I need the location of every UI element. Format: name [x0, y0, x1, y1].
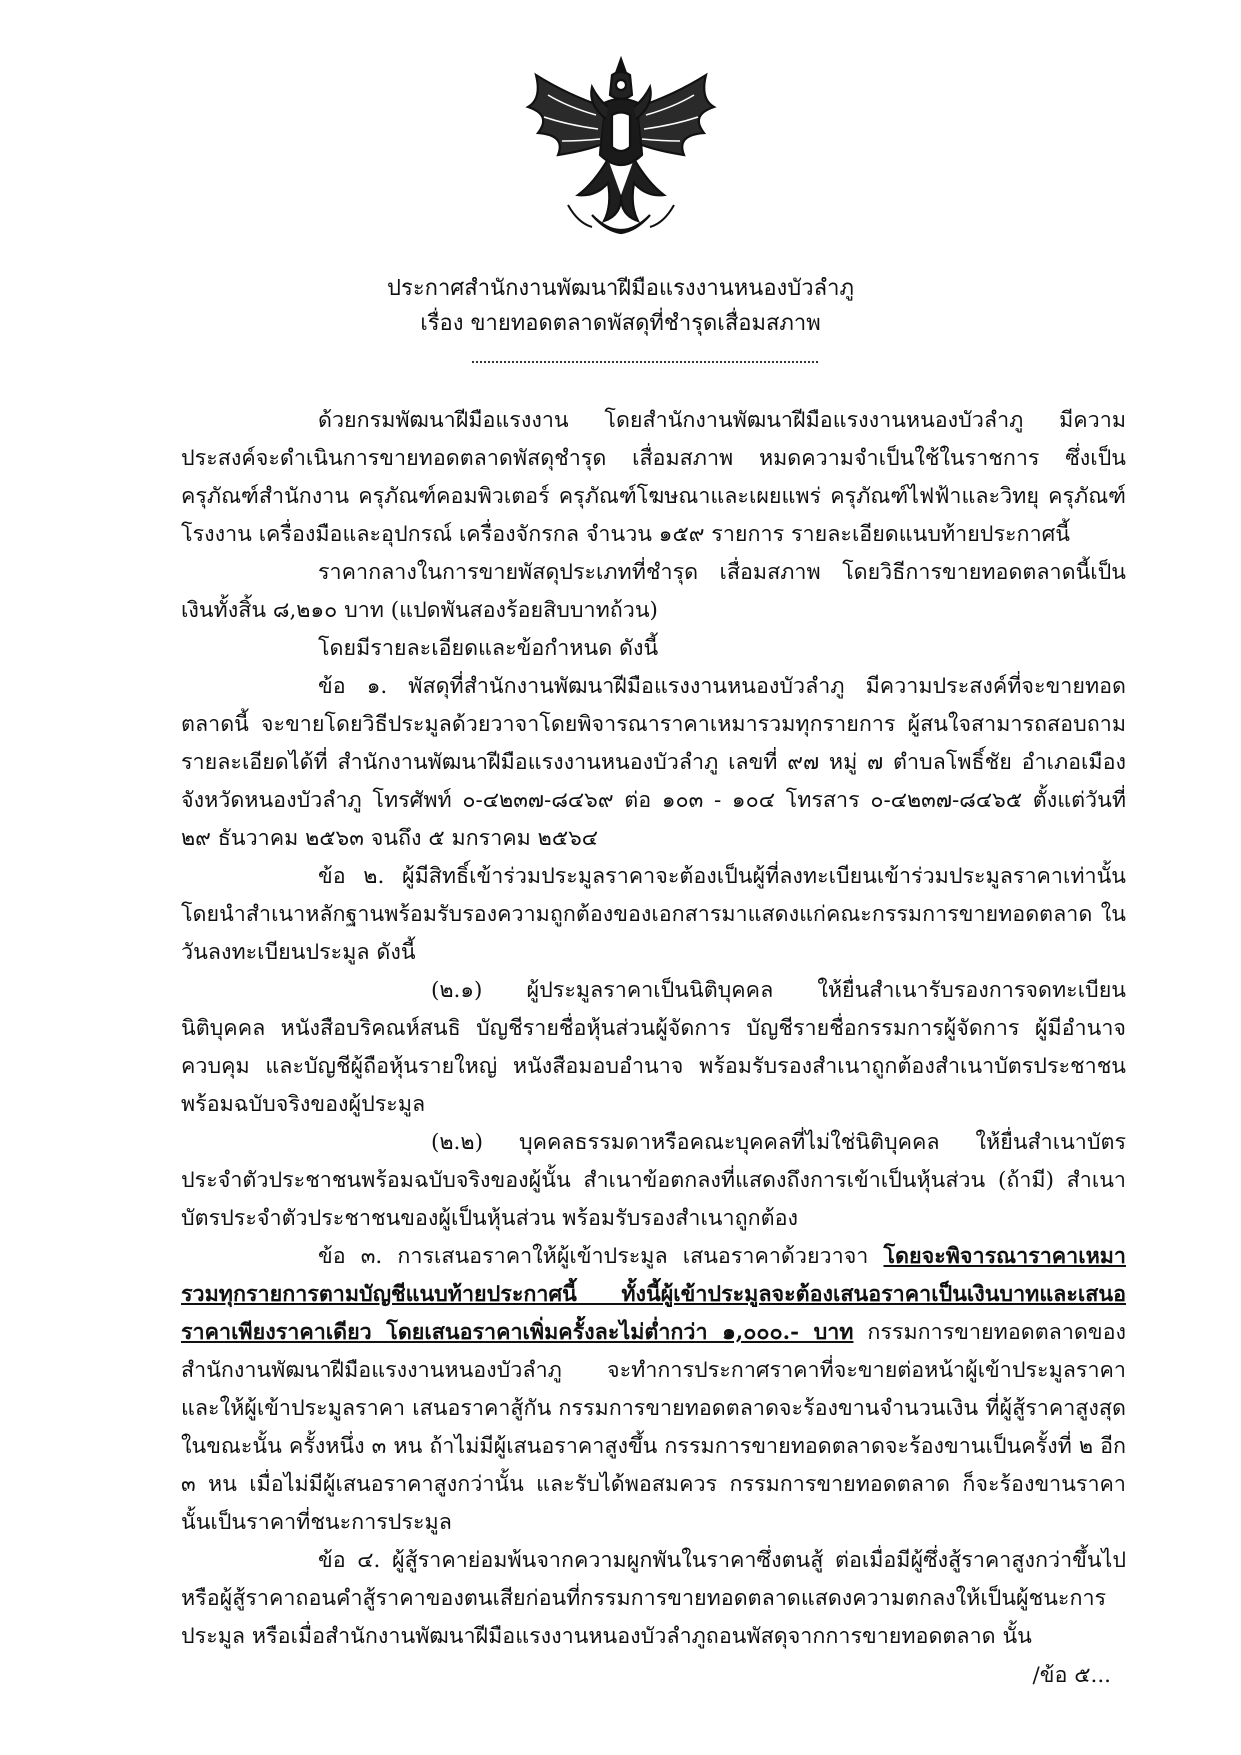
dotted-separator — [472, 361, 818, 363]
paragraph-clause-2-1: (๒.๑) ผู้ประมูลราคาเป็นนิติบุคคล ให้ยื่นสำเนารับรองการจดทะเบียนนิติบุคคล หนังสือบริคณห์สนธิ บัญชีรายชื่อหุ้นส่วนผู้จัดการ บัญชีรายชื่อกรรมการผู้จัดการ ผู้มีอำนาจควบคุม และบัญชีผู้ถือหุ้นรายใหญ่ หนังสือมอบอำนาจ พร้อมรับรองสำเนาถูกต้องสำเนาบัตรประชาชน พร้อมฉบับจริงของผู้ประมูล — [181, 978, 1126, 1117]
clause-3-rest: กรรมการขายทอดตลาดของสำนักงานพัฒนาฝีมือแรงงานหนองบัวลำภู จะทำการประกาศราคาที่จะขายต่อหน้าผู้เข้าประมูลราคา และให้ผู้เข้าประมูลราคา เสนอราคาสู้กัน กรรมการขายทอดตลาดจะร้องขานจำนวนเงิน ที่ผู้สู้ราคาสูงสุดในขณะนั้น ครั้งหนึ่ง ๓ หน ถ้าไม่มีผู้เสนอราคาสูงขึ้น กรรมการขายทอดตลาดจะร้องขานเป็นครั้งที่ ๒ อีก ๓ หน เมื่อไม่มีผู้เสนอราคาสูงกว่านั้น และรับได้พอสมควร กรรมการขายทอดตลาด ก็จะร้องขานราคานั้นเป็นราคาที่ชนะการประมูล — [181, 1320, 1126, 1535]
clause-3-lead: ข้อ ๓. การเสนอราคาให้ผู้เข้าประมูล เสนอราคาด้วยวาจา — [318, 1244, 884, 1269]
paragraph-details-heading: โดยมีรายละเอียดและข้อกำหนด ดังนี้ — [318, 636, 659, 661]
clause-3-underlined: โดยจะพิจารณาราคาเหมารวมทุกรายการตามบัญชีแนบท้ายประกาศนี้ ทั้งนี้ผู้เข้าประมูลจะต้องเสนอราคาเป็นเงินบาทและเสนอราคาเพียงราคาเดียว โดยเสนอราคาเพิ่มครั้งละไม่ต่ำกว่า ๑,๐๐๐.- บาท — [181, 1244, 1126, 1345]
body-text-block — [181, 402, 1126, 1656]
paragraph-median-price: ราคากลางในการขายพัสดุประเภทที่ชำรุด เสื่อมสภาพ โดยวิธีการขายทอดตลาดนี้เป็นเงินทั้งสิ้น ๘,๒๑๐ บาท (แปดพันสองร้อยสิบบาทถ้วน) — [181, 560, 1126, 623]
announcement-subject: เรื่อง ขายทอดตลาดพัสดุที่ชำรุดเสื่อมสภาพ — [420, 311, 821, 336]
paragraph-intro: ด้วยกรมพัฒนาฝีมือแรงงาน โดยสำนักงานพัฒนาฝีมือแรงงานหนองบัวลำภู มีความประสงค์จะดำเนินการขายทอดตลาดพัสดุชำรุด เสื่อมสภาพ หมดความจำเป็นใช้ในราชการ ซึ่งเป็นครุภัณฑ์สำนักงาน ครุภัณฑ์คอมพิวเตอร์ ครุภัณฑ์โฆษณาและเผยแพร่ ครุภัณฑ์ไฟฟ้าและวิทยุ ครุภัณฑ์โรงงาน เครื่องมือและอุปกรณ์ เครื่องจักรกล จำนวน ๑๕๙ รายการ รายละเอียดแนบท้ายประกาศนี้ — [181, 408, 1126, 547]
garuda-emblem — [508, 55, 734, 245]
paragraph-clause-2-2: (๒.๒) บุคคลธรรมดาหรือคณะบุคคลที่ไม่ใช่นิติบุคคล ให้ยื่นสำเนาบัตรประจำตัวประชาชนพร้อมฉบับจริงของผู้นั้น สำเนาข้อตกลงที่แสดงถึงการเข้าเป็นหุ้นส่วน (ถ้ามี) สำเนาบัตรประจำตัวประชาชนของผู้เป็นหุ้นส่วน พร้อมรับรองสำเนาถูกต้อง — [181, 1130, 1126, 1231]
paragraph-clause-4: ข้อ ๔. ผู้สู้ราคาย่อมพ้นจากความผูกพันในราคาซึ่งตนสู้ ต่อเมื่อมีผู้ซึ่งสู้ราคาสูงกว่าขึ้นไป หรือผู้สู้ราคาถอนคำสู้ราคาของตนเสียก่อนที่กรรมการขายทอดตลาดแสดงความตกลงให้เป็นผู้ชนะการประมูล หรือเมื่อสำนักงานพัฒนาฝีมือแรงงานหนองบัวลำภูถอนพัสดุจากการขายทอดตลาด นั้น — [181, 1548, 1126, 1649]
paragraph-clause-2: ข้อ ๒. ผู้มีสิทธิ์เข้าร่วมประมูลราคาจะต้องเป็นผู้ที่ลงทะเบียนเข้าร่วมประมูลราคาเท่านั้น โดยนำสำเนาหลักฐานพร้อมรับรองความถูกต้องของเอกสารมาแสดงแก่คณะกรรมการขายทอดตลาด ในวันลงทะเบียนประมูล ดังนี้ — [181, 864, 1126, 965]
paragraph-clause-3 — [181, 1238, 1126, 1542]
paragraph-clause-1: ข้อ ๑. พัสดุที่สำนักงานพัฒนาฝีมือแรงงานหนองบัวลำภู มีความประสงค์ที่จะขายทอดตลาดนี้ จะขายโดยวิธีประมูลด้วยวาจาโดยพิจารณาราคาเหมารวมทุกรายการ ผู้สนใจสามารถสอบถามรายละเอียดได้ที่ สำนักงานพัฒนาฝีมือแรงงานหนองบัวลำภู เลขที่ ๙๗ หมู่ ๗ ตำบลโพธิ์ชัย อำเภอเมือง จังหวัดหนองบัวลำภู โทรศัพท์ ๐-๔๒๓๗-๘๔๖๙ ต่อ ๑๐๓ - ๑๐๔ โทรสาร ๐-๔๒๓๗-๘๔๖๕ ตั้งแต่วันที่ ๒๙ ธันวาคม ๒๕๖๓ จนถึง ๕ มกราคม ๒๕๖๔ — [181, 674, 1126, 851]
page-continuation: /ข้อ ๕... — [1032, 1663, 1111, 1688]
announcement-title: ประกาศสำนักงานพัฒนาฝีมือแรงงานหนองบัวลำภู — [387, 276, 854, 301]
